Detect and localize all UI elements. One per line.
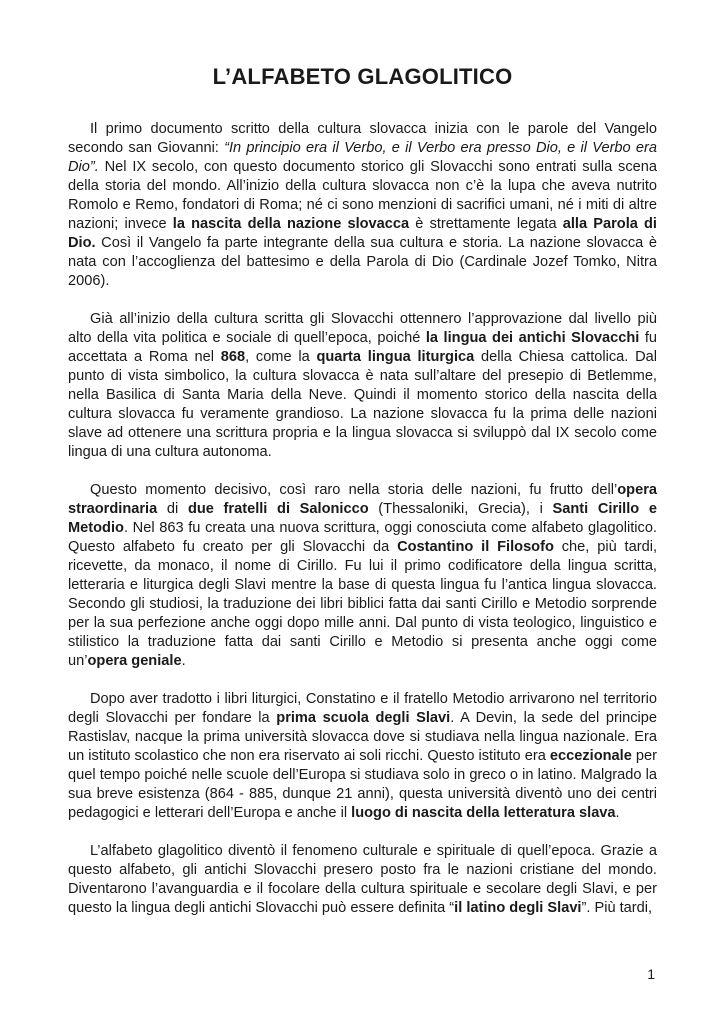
text-segment: della Chiesa cattolica. Dal punto di vista simbolico, la cultura slovacca è nata sull’altare del presepio di Betlemme, nella Basilica di Santa Maria della Neve. Quindi il momento storico della nascita della cultura slovacca fu veramente grandioso. La nazione slovacca fu la prima delle nazioni slave ad ottenere una scrittura propria e la lingua slovacca si sviluppò dal IX secolo come lingua di una cultura autonoma. [68,349,657,460]
text-segment: Il primo documento scritto della cultura slovacca inizia con le parole del Vangelo secondo san Giovanni: [68,121,657,156]
text-segment: . [181,653,186,669]
text-segment: Dopo aver tradotto i libri liturgici, Constatino e il fratello Metodio arrivarono nel territorio degli Slovacchi per fondare la [68,691,657,726]
page-number: 1 [647,966,655,982]
paragraph [68,690,657,823]
text-segment: . [615,805,620,821]
bold-text: luogo di nascita della letteratura slava [351,805,616,821]
text-segment: , come la [245,349,317,365]
text-segment: (Thessaloniki, Grecia), i [368,501,553,517]
bold-text: prima scuola degli Slavi [276,710,451,726]
bold-text: opera geniale [87,653,182,669]
bold-text: due fratelli di Salonicco [187,501,369,517]
text-segment: fu accettata a Roma nel [68,330,657,365]
text-segment: Così il Vangelo fa parte integrante della sua cultura e storia. La nazione slovacca è nata con l’accoglienza del battesimo e della Parola di Dio (Cardinale Jozef Tomko, Nitra 2006). [68,235,657,289]
paragraph [68,842,657,918]
text-segment: Nel IX secolo, con questo documento storico gli Slovacchi sono entrati sulla scena della storia del mondo. All’inizio della cultura slovacca non c’è la lupa che aveva nutrito Romolo e Remo, fondatori di Roma; né ci sono menzioni di sacrifici umani, né i miti di altre nazioni; invece [68,159,657,232]
text-segment: che, più tardi, ricevette, da monaco, il nome di Cirillo. Fu lui il primo codificatore della lingua scritta, letteraria e liturgica degli Slavi mentre la base di questa lingua fu l’antica lingua slovacca. Secondo gli studiosi, la traduzione dei libri biblici fatta dai santi Cirillo e Metodio sorprende per la sua perfezione anche oggi dopo mille anni. Dal punto di vista teologico, linguistico e stilistico la traduzione fatta dai santi Cirillo e Metodio si presenta anche oggi come un’ [68,539,658,669]
text-segment: Questo momento decisivo, così raro nella storia delle nazioni, fu frutto dell’ [90,482,618,498]
text-segment: è strettamente legata [409,216,563,232]
bold-text: alla Parola di Dio. [68,216,657,251]
text-segment: . A Devin, la sede del principe Rastislav, nacque la prima università slovacca dove si studiava nella lingua nazionale. Era un istituto scolastico che non era riservato ai soli ricchi. Questo istituto era [68,710,657,764]
bold-text: eccezionale [549,748,632,764]
bold-text: la lingua dei antichi Slovacchi [425,330,640,346]
text-segment: Già all’inizio della cultura scritta gli Slovacchi ottennero l’approvazione dal livello più alto della vita politica e sociale di quell’epoca, poiché [68,311,657,346]
bold-text: quarta lingua liturgica [316,349,475,365]
italic-text: “In principio era il Verbo, e il Verbo era presso Dio, e il Verbo era Dio”. [68,140,657,175]
page-title: L’ALFABETO GLAGOLITICO [212,64,513,89]
bold-text: Costantino il Filosofo [397,539,554,555]
bold-text: opera straordinaria [68,482,657,517]
paragraph [68,481,657,671]
text-segment: per quel tempo poiché nelle scuole dell’Europa si studiava solo in greco o in latino. Malgrado la sua breve esistenza (864 - 885, dunque 21 anni), questa università diventò uno dei centri pedagogici e letterari dell’Europa e anche il [68,748,657,821]
body-text [68,120,657,937]
bold-text: la nascita della nazione slovacca [172,216,410,232]
text-segment: L’alfabeto glagolitico diventò il fenomeno culturale e spirituale di quell’epoca. Grazie a questo alfabeto, gli antichi Slovacchi presero posto fra le nazioni cristiane del mondo. Diventarono l’avanguardia e il focolare della cultura spirituale e secolare degli Slavi, e per questo la lingua degli antichi Slovacchi può essere definita “ [68,843,657,916]
bold-text: 868 [220,349,246,365]
bold-text: il latino degli Slavi [454,900,582,916]
text-segment: di [157,501,188,517]
text-segment: . Nel 863 fu creata una nuova scrittura, oggi conosciuta come alfabeto glagolitico. Questo alfabeto fu creato per gli Slovacchi da [68,520,657,555]
paragraph [68,120,657,291]
text-segment: ”. Più tardi, [581,900,653,916]
paragraph [68,310,657,462]
bold-text: Santi Cirillo e Metodio [68,501,658,536]
